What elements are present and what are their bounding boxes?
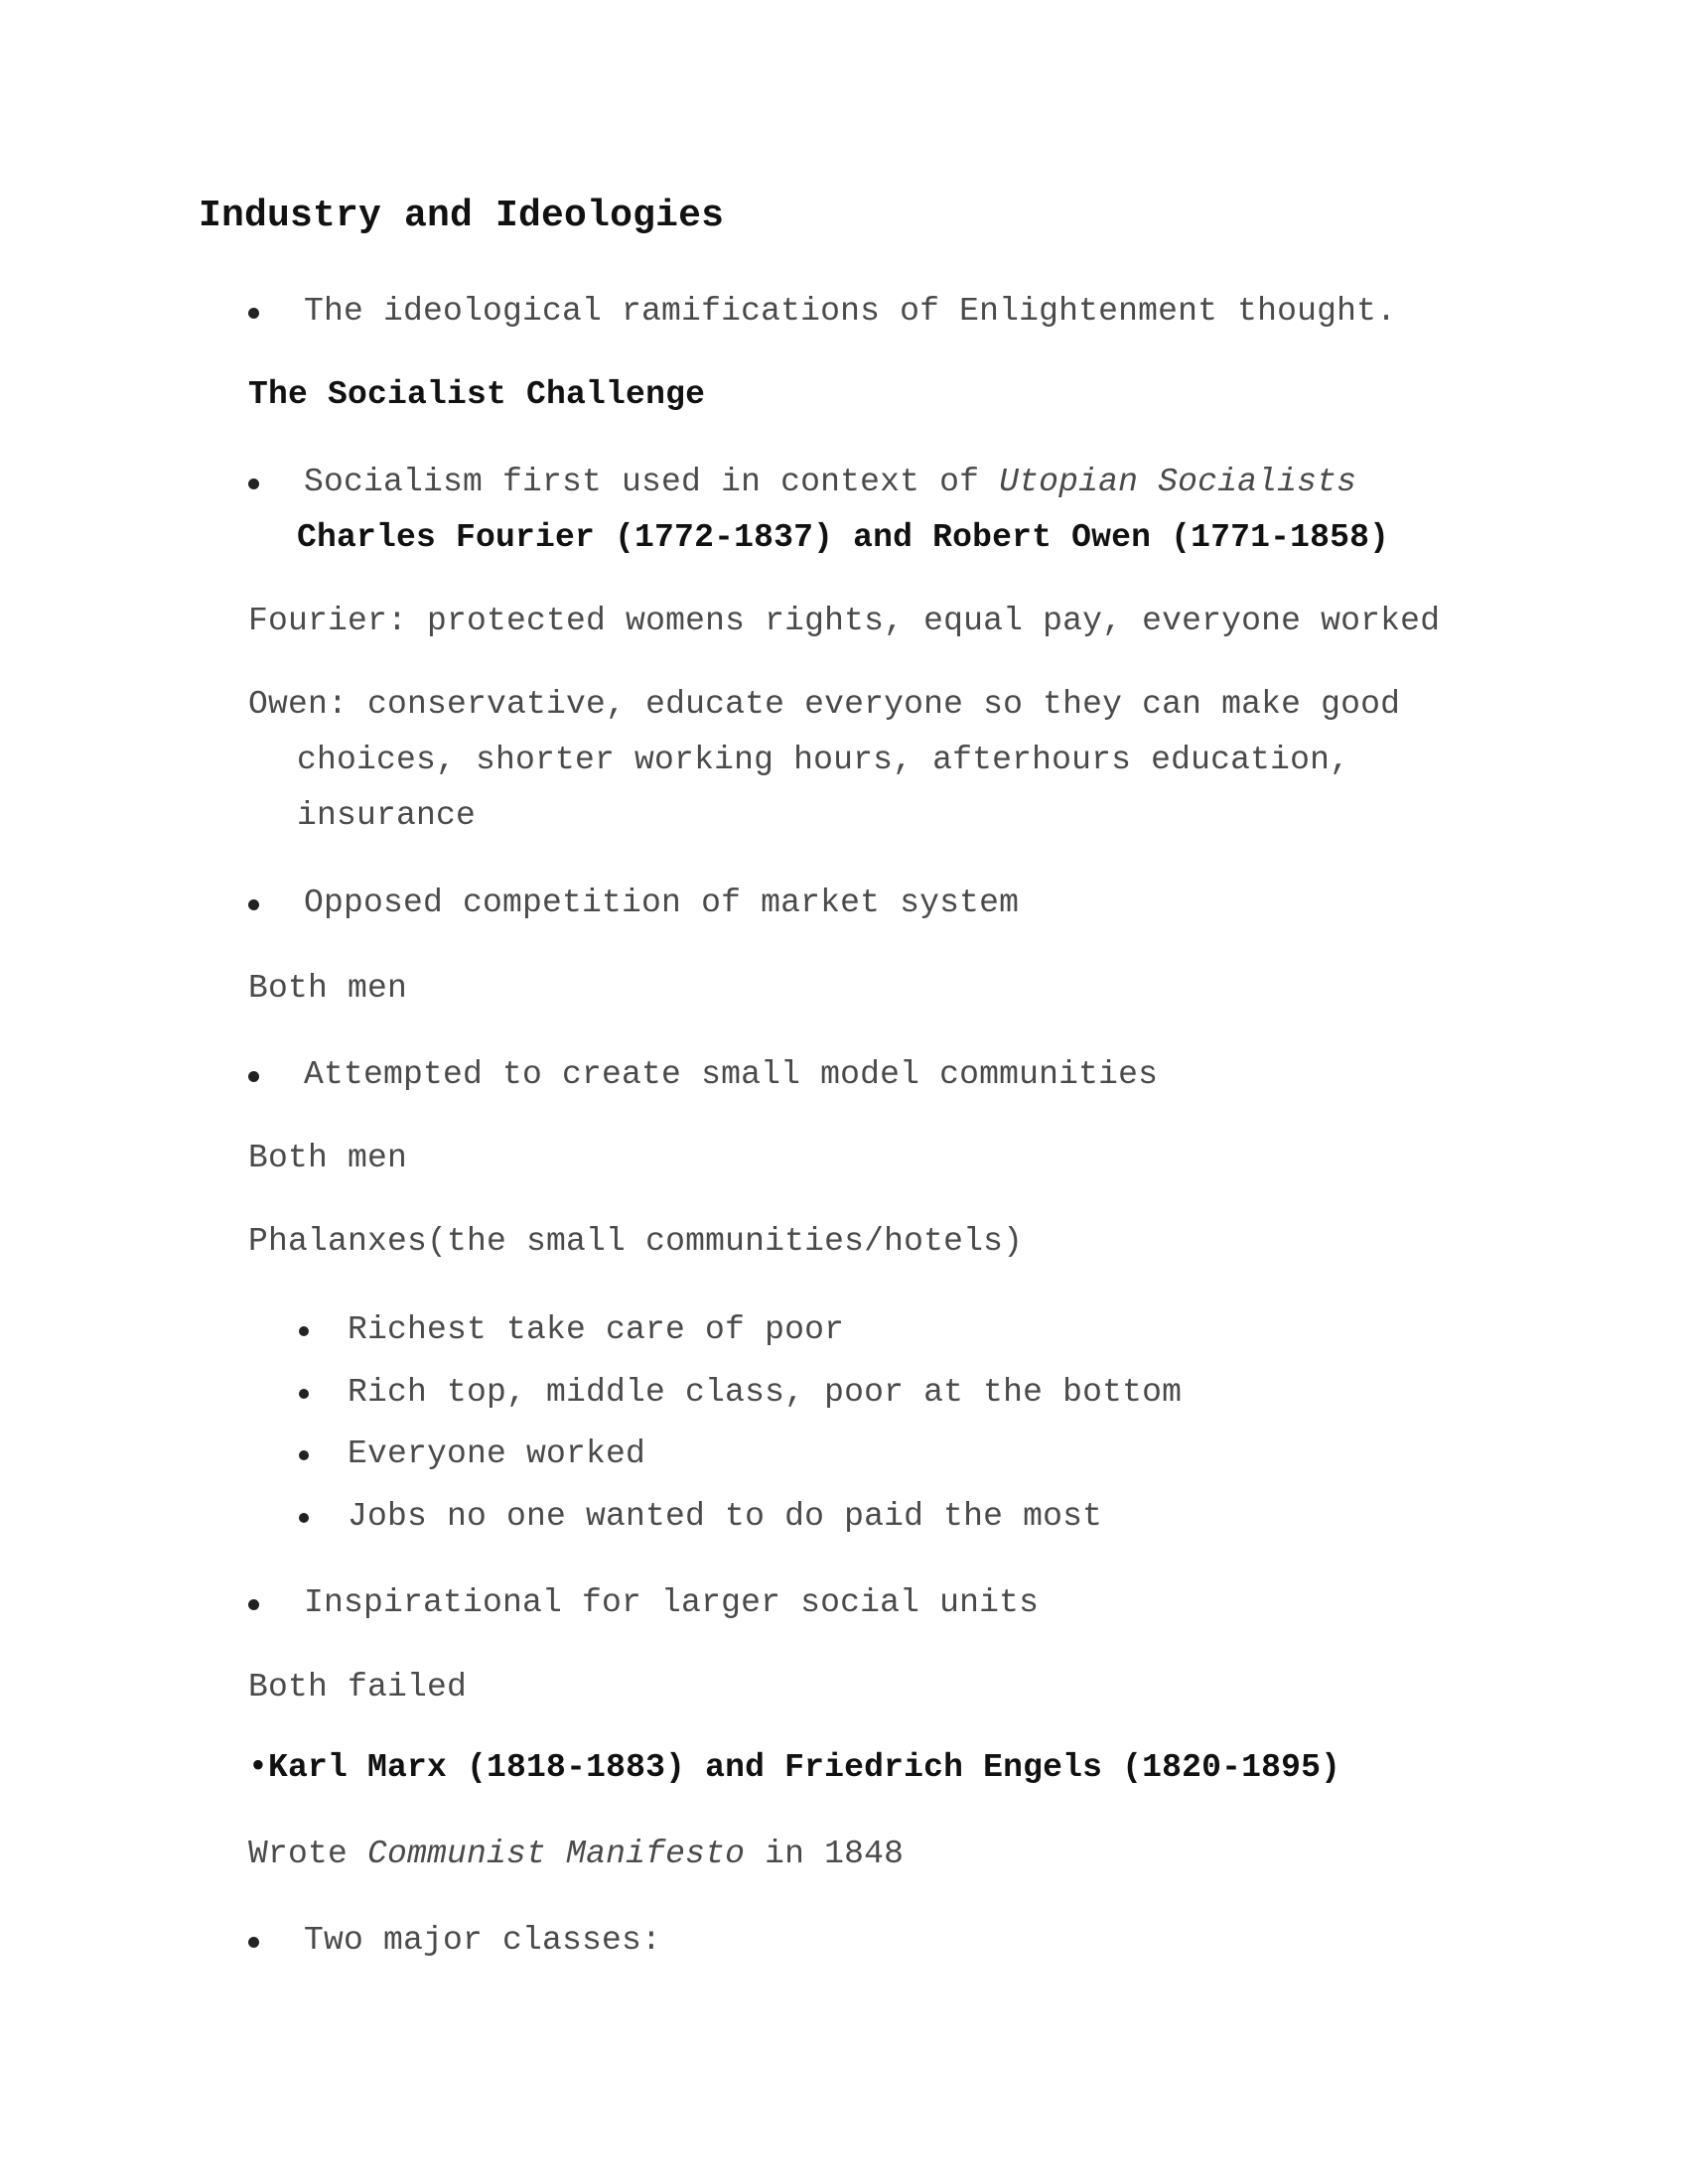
bullet-icon — [299, 1389, 309, 1399]
owen-line-1: Owen: conservative, educate everyone so they can make good — [248, 686, 1401, 723]
founders-line: Charles Fourier (1772-1837) and Robert Owen (1771-1858) — [297, 519, 1390, 556]
owen-line-3: insurance — [297, 797, 477, 834]
phalanx-item: Richest take care of poor — [348, 1311, 845, 1348]
communist-manifesto-italic: Communist Manifesto — [367, 1836, 746, 1872]
both-men-line-1: Both men — [248, 970, 408, 1007]
fourier-line: Fourier: protected womens rights, equal pay, everyone worked — [248, 603, 1441, 639]
bullet-icon — [248, 308, 259, 319]
bullet-icon — [299, 1450, 309, 1460]
phalanx-item: Everyone worked — [348, 1435, 646, 1472]
section-heading: The Socialist Challenge — [248, 376, 706, 413]
marx-engels-text: Karl Marx (1818-1883) and Friedrich Engels (1820-1895) — [268, 1749, 1341, 1786]
bullet-icon: • — [248, 1749, 269, 1786]
both-failed-line: Both failed — [248, 1669, 468, 1706]
phalanx-item: Jobs no one wanted to do paid the most — [348, 1498, 1103, 1535]
marx-engels-line — [248, 1748, 1340, 1788]
wrote-suffix: in 1848 — [745, 1836, 905, 1872]
bullet-icon — [248, 899, 259, 910]
bullet-icon — [299, 1513, 309, 1523]
bullet-icon — [248, 1071, 259, 1082]
intro-bullet-text: The ideological ramifications of Enlightenment thought. — [304, 293, 1397, 330]
bullet-icon — [299, 1326, 309, 1336]
both-men-line-2: Both men — [248, 1140, 408, 1176]
socialism-bullet-text — [304, 463, 1356, 502]
utopian-socialists-italic: Utopian Socialists — [999, 464, 1357, 500]
page-title: Industry and Ideologies — [199, 195, 725, 237]
wrote-prefix: Wrote — [248, 1836, 368, 1872]
two-classes-bullet-text: Two major classes: — [304, 1922, 662, 1959]
bullet-icon — [248, 1937, 259, 1948]
owen-line-2: choices, shorter working hours, afterhours education, — [297, 742, 1350, 778]
opposed-bullet-text: Opposed competition of market system — [304, 885, 1020, 921]
bullet-icon — [248, 1599, 259, 1610]
wrote-line — [248, 1835, 904, 1874]
bullet-icon — [248, 478, 259, 489]
socialism-text: Socialism first used in context of — [304, 464, 1000, 500]
attempted-bullet-text: Attempted to create small model communities — [304, 1056, 1159, 1093]
inspirational-bullet-text: Inspirational for larger social units — [304, 1584, 1040, 1621]
phalanxes-line: Phalanxes(the small communities/hotels) — [248, 1223, 1024, 1260]
phalanx-item: Rich top, middle class, poor at the bottom — [348, 1374, 1183, 1411]
